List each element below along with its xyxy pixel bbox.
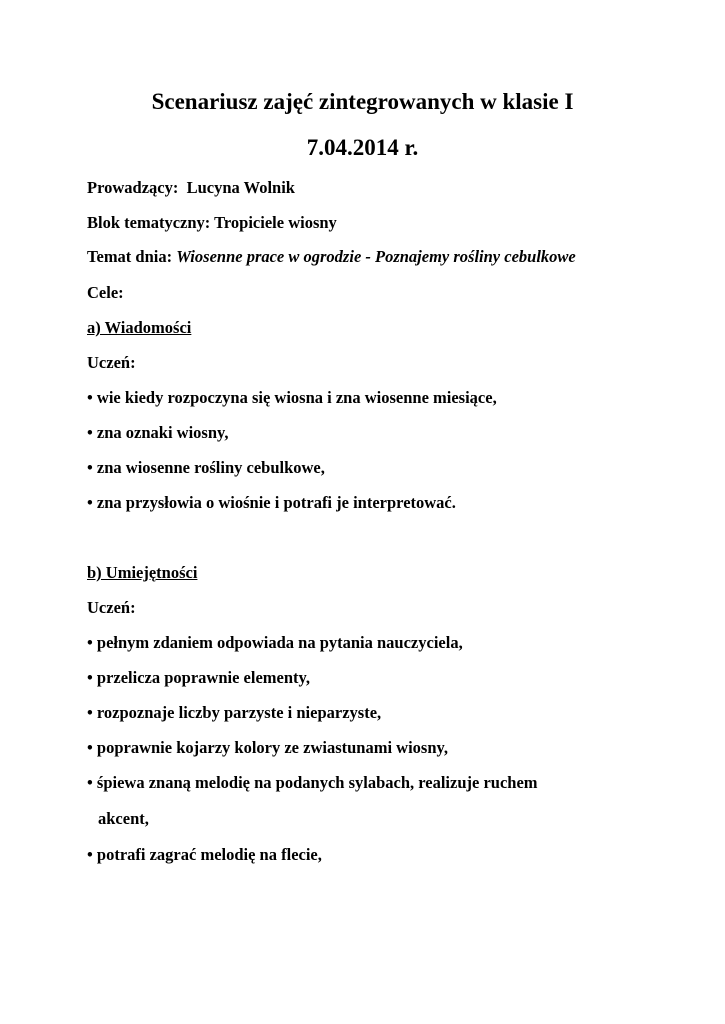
document-title: Scenariusz zajęć zintegrowanych w klasie I (151, 89, 574, 114)
teacher-label: Prowadzący: (87, 178, 179, 197)
section-b-student-label: Uczeń: (87, 598, 136, 617)
document-date: 7.04.2014 r. (306, 135, 419, 160)
topic-label: Temat dnia: (87, 247, 173, 266)
section-b-heading: b) Umiejętności (87, 563, 198, 582)
teacher-line (87, 180, 295, 197)
section-a-student-label: Uczeń: (87, 353, 136, 372)
goals-label: Cele: (87, 283, 124, 302)
list-item: • przelicza poprawnie elementy, (87, 668, 310, 687)
list-item: • wie kiedy rozpoczyna się wiosna i zna wiosenne miesiące, (87, 388, 497, 407)
section-a-heading: a) Wiadomości (87, 318, 192, 337)
teacher-value: Lucyna Wolnik (186, 178, 295, 197)
list-item: • zna oznaki wiosny, (87, 423, 229, 442)
list-item: • poprawnie kojarzy kolory ze zwiastunami wiosny, (87, 738, 448, 757)
list-item: • potrafi zagrać melodię na flecie, (87, 845, 322, 864)
list-item: • śpiewa znaną melodię na podanych sylabach, realizuje ruchem (87, 773, 538, 792)
block-label: Blok tematyczny: (87, 213, 211, 232)
block-value: Tropiciele wiosny (214, 213, 337, 232)
list-item: • zna wiosenne rośliny cebulkowe, (87, 458, 325, 477)
topic-line (87, 249, 576, 266)
block-line (87, 215, 337, 232)
topic-value: Wiosenne prace w ogrodzie - Poznajemy rośliny cebulkowe (176, 247, 576, 266)
list-item: • pełnym zdaniem odpowiada na pytania nauczyciela, (87, 633, 463, 652)
list-item: • rozpoznaje liczby parzyste i nieparzyste, (87, 703, 382, 722)
list-item-continuation: akcent, (98, 809, 149, 828)
list-item: • zna przysłowia o wiośnie i potrafi je interpretować. (87, 493, 456, 512)
